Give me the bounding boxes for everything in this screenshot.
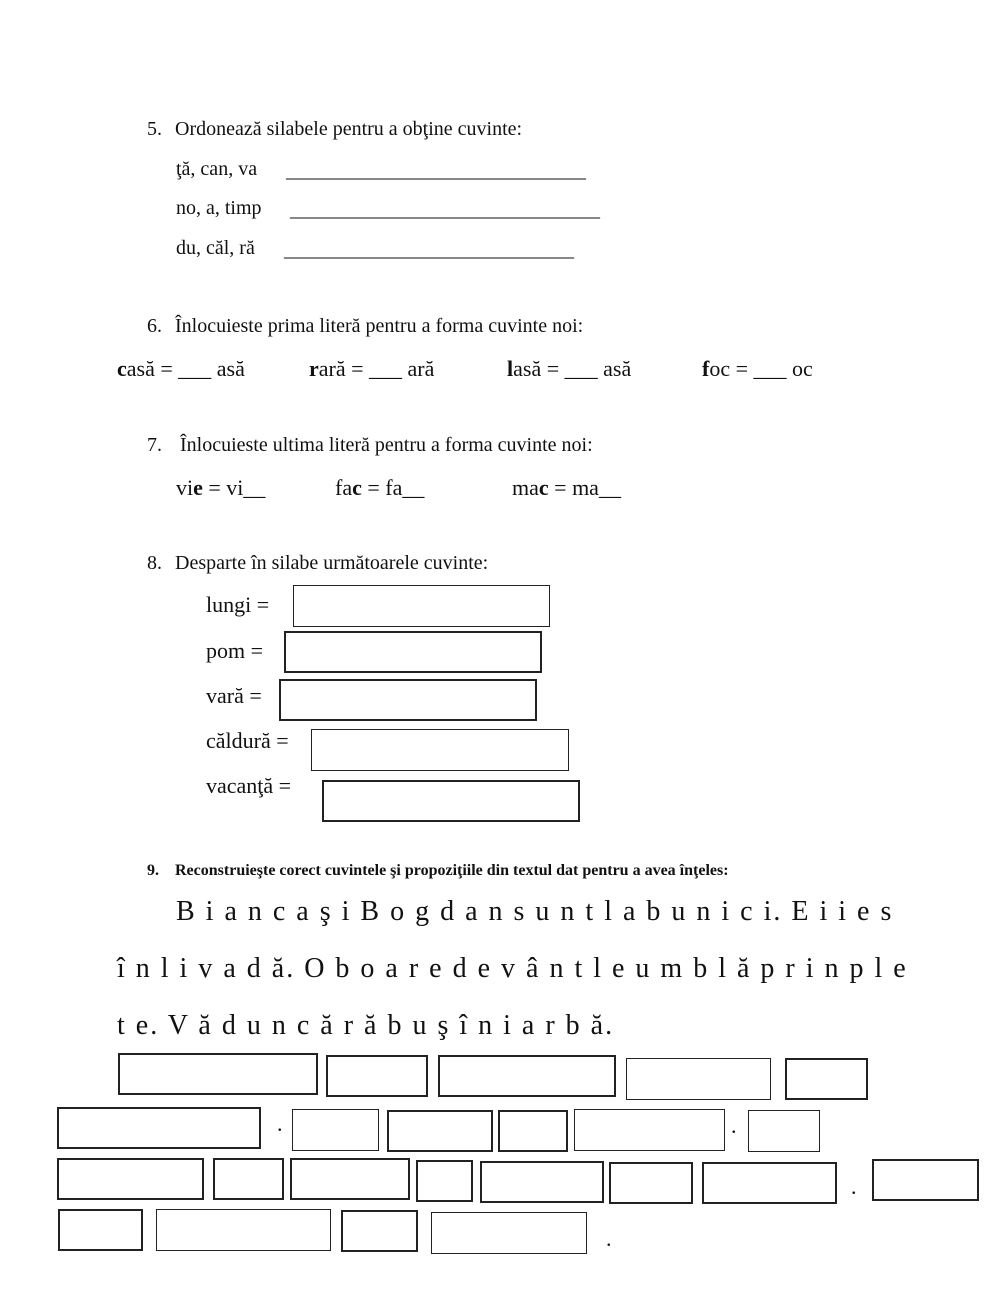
ex8-prompt: Desparte în silabe următoarele cuvinte: xyxy=(175,552,489,574)
ex9-word-box[interactable] xyxy=(416,1160,473,1202)
ex6-item-4-text: oc = ___ oc xyxy=(709,356,813,381)
ex6-item-3-letter: l xyxy=(507,356,514,381)
ex9-word-box[interactable] xyxy=(785,1058,868,1100)
ex5-answer-line-2[interactable]: _______________________________ xyxy=(290,199,600,221)
ex9-word-box[interactable] xyxy=(574,1109,725,1151)
ex9-word-box[interactable] xyxy=(872,1159,979,1201)
ex9-word-box[interactable] xyxy=(431,1212,587,1254)
ex5-prompt: Ordonează silabele pentru a obţine cuvinte: xyxy=(175,118,523,140)
ex7-item-2-post: = fa__ xyxy=(361,475,425,500)
ex9-number: 9. xyxy=(147,862,159,879)
ex8-answer-box-2[interactable] xyxy=(284,631,542,673)
ex7-item-1-letter: e xyxy=(193,475,203,500)
ex8-word-4: căldură = xyxy=(206,728,289,753)
ex9-period: . xyxy=(606,1226,612,1251)
ex9-word-box[interactable] xyxy=(58,1209,143,1251)
ex6-item-3-text: asă = ___ asă xyxy=(513,356,632,381)
ex5-syllables-2: no, a, timp xyxy=(176,197,262,219)
ex9-period: . xyxy=(731,1113,737,1138)
ex6-item-3[interactable] xyxy=(507,356,631,382)
ex9-word-box[interactable] xyxy=(748,1110,820,1152)
ex9-word-box[interactable] xyxy=(290,1158,410,1200)
ex6-item-2[interactable] xyxy=(309,356,434,382)
ex6-item-4-letter: f xyxy=(702,356,710,381)
ex6-item-2-text: ară = ___ ară xyxy=(318,356,435,381)
ex6-item-4[interactable] xyxy=(702,356,813,382)
ex9-word-box[interactable] xyxy=(292,1109,379,1151)
ex9-word-box[interactable] xyxy=(57,1158,204,1200)
ex9-word-box[interactable] xyxy=(57,1107,261,1149)
ex8-answer-box-5[interactable] xyxy=(322,780,580,822)
ex8-answer-box-1[interactable] xyxy=(293,585,550,627)
ex5-syllables-3: du, căl, ră xyxy=(176,237,255,259)
ex6-item-1-text: asă = ___ asă xyxy=(126,356,245,381)
ex5-heading xyxy=(147,118,522,141)
ex9-word-box[interactable] xyxy=(213,1158,284,1200)
ex7-item-2[interactable] xyxy=(335,475,424,501)
ex5-syllables-1: ţă, can, va xyxy=(176,158,258,180)
ex9-period: . xyxy=(277,1111,283,1136)
ex9-period: . xyxy=(851,1174,857,1199)
ex6-item-2-letter: r xyxy=(309,356,319,381)
ex7-item-2-letter: c xyxy=(352,475,362,500)
ex9-heading xyxy=(147,862,729,880)
ex8-word-5: vacanţă = xyxy=(206,773,292,798)
ex6-prompt: Înlocuieste prima literă pentru a forma cuvinte noi: xyxy=(175,315,584,337)
ex7-number: 7. xyxy=(147,434,162,456)
ex8-word-1: lungi = xyxy=(206,592,270,617)
ex7-item-1-post: = vi__ xyxy=(202,475,266,500)
ex7-item-2-pre: fa xyxy=(335,475,353,500)
ex8-answer-box-4[interactable] xyxy=(311,729,569,771)
ex7-prompt: Înlocuieste ultima literă pentru a forma cuvinte noi: xyxy=(175,434,593,456)
ex8-word-2: pom = xyxy=(206,638,264,663)
ex6-item-1[interactable] xyxy=(117,356,245,382)
ex7-item-3-letter: c xyxy=(538,475,549,500)
ex8-word-3: vară = xyxy=(206,683,262,708)
ex9-scrambled-line-1: B i a n c a ş i B o g d a n s u n t l a b u n i c i. E i i e s xyxy=(176,896,894,927)
ex8-heading xyxy=(147,552,488,575)
ex9-word-box[interactable] xyxy=(702,1162,837,1204)
ex7-heading xyxy=(147,434,593,457)
ex9-scrambled-line-3: t e. V ă d u n c ă r ă b u ş î n i a r b ă. xyxy=(117,1010,615,1041)
ex5-answer-line-3[interactable]: _____________________________ xyxy=(284,239,574,261)
ex9-word-box[interactable] xyxy=(438,1055,616,1097)
ex8-number: 8. xyxy=(147,552,162,574)
ex9-word-box[interactable] xyxy=(341,1210,418,1252)
ex9-word-box[interactable] xyxy=(387,1110,493,1152)
ex7-item-3-post: = ma__ xyxy=(548,475,621,500)
ex6-item-1-letter: c xyxy=(117,356,127,381)
ex9-word-box[interactable] xyxy=(609,1162,693,1204)
ex6-heading xyxy=(147,315,583,338)
ex7-item-3[interactable] xyxy=(512,475,621,501)
ex8-answer-box-3[interactable] xyxy=(279,679,537,721)
ex7-item-1[interactable] xyxy=(176,475,265,501)
ex9-prompt: Reconstruieşte corect cuvintele şi propoziţiile din textul dat pentru a avea înţeles: xyxy=(175,862,729,879)
ex9-word-box[interactable] xyxy=(118,1053,318,1095)
ex7-item-1-pre: vi xyxy=(176,475,194,500)
ex6-number: 6. xyxy=(147,315,162,337)
ex9-word-box[interactable] xyxy=(480,1161,604,1203)
ex9-word-box[interactable] xyxy=(326,1055,428,1097)
ex9-word-box[interactable] xyxy=(498,1110,568,1152)
ex5-number: 5. xyxy=(147,118,162,140)
ex9-scrambled-line-2: î n l i v a d ă. O b o a r e d e v â n t l e u m b l ă p r i n p l e xyxy=(117,953,908,984)
ex7-item-3-pre: ma xyxy=(512,475,539,500)
ex5-answer-line-1[interactable]: ______________________________ xyxy=(286,160,586,182)
ex9-word-box[interactable] xyxy=(156,1209,331,1251)
ex9-word-box[interactable] xyxy=(626,1058,771,1100)
